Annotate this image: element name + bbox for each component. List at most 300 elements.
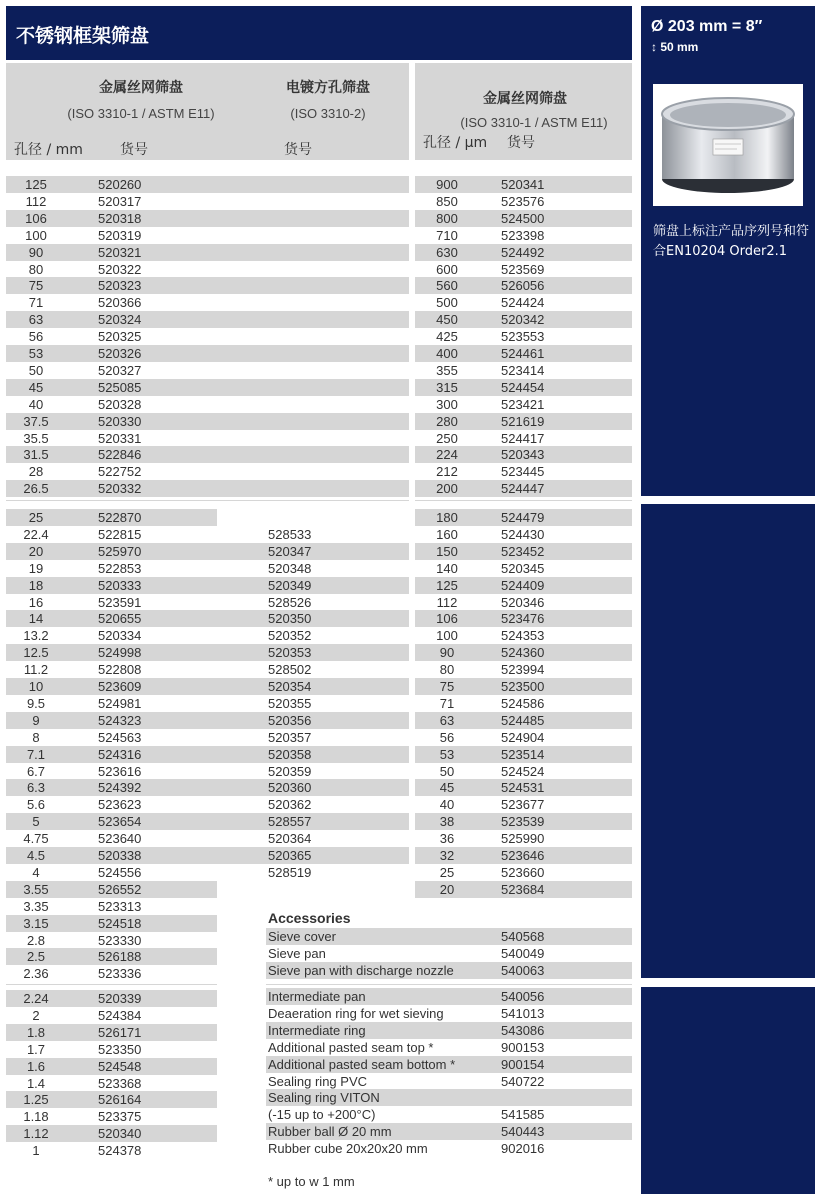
wire-article-number: 520330 [98,413,142,429]
accessory-article-number: 540443 [501,1124,545,1140]
um-article-number: 524417 [501,430,545,446]
accessory-name: Additional pasted seam top * [268,1039,434,1055]
aperture-mm: 37.5 [23,413,49,429]
um-article-number: 523452 [501,543,545,559]
aperture-um: 75 [439,679,455,694]
aperture-um: 355 [436,362,458,378]
wire-sieve-um-heading: 金属丝网筛盘 [483,91,567,107]
plate-article-number: 520352 [268,628,312,644]
um-article-number: 523476 [501,611,545,627]
wire-article-number: 522846 [98,447,142,463]
table-row [415,311,632,328]
wire-article-number: 526552 [98,881,142,897]
wire-article-number: 520327 [98,362,142,378]
um-article-number: 523539 [501,814,545,830]
wire-article-number: 520323 [98,278,142,294]
aperture-um: 315 [436,379,458,395]
table-row [6,1058,217,1075]
aperture-mm: 10 [28,679,44,694]
table-row [415,847,632,864]
aperture-mm: 13.2 [23,628,49,644]
plate-article-number: 520357 [268,729,312,745]
table-row [6,261,409,278]
table-row [6,965,217,982]
aperture-um: 300 [436,396,458,412]
plate-article-number: 520364 [268,831,312,847]
aperture-um: 40 [439,797,455,813]
wire-article-number: 523336 [98,966,142,982]
table-row [6,610,409,627]
um-article-number: 523660 [501,864,545,880]
table-row [415,864,632,881]
aperture-um-column-header: 孔径 / µm [423,135,488,151]
wire-article-number: 523654 [98,814,142,830]
wire-article-number: 526164 [98,1092,142,1108]
table-row [415,712,632,729]
wire-article-number: 522808 [98,662,142,678]
wire-article-number: 523350 [98,1041,142,1057]
wire-sieve-standard: (ISO 3310-1 / ASTM E11) [67,106,215,121]
accessory-article-number: 543086 [501,1022,545,1038]
table-row [415,509,632,526]
wire-article-number: 522870 [98,510,142,525]
aperture-um: 180 [436,510,458,525]
um-article-number: 524524 [501,763,545,779]
plate-article-number: 520356 [268,712,312,728]
table-row [6,830,409,847]
accessory-row [266,1089,632,1106]
plate-article-number: 520354 [268,679,312,694]
wire-article-number: 520332 [98,481,142,497]
aperture-mm: 7.1 [26,746,46,762]
aperture-mm: 63 [28,312,44,328]
accessory-article-number: 540049 [501,945,545,961]
aperture-um: 56 [439,729,455,745]
table-row [415,328,632,345]
table-row [6,543,409,560]
aperture-mm: 11.2 [23,662,49,678]
aperture-mm: 8 [32,729,40,745]
um-article-number: 523398 [501,227,545,243]
wire-article-number: 524518 [98,915,142,931]
wire-article-number: 520331 [98,430,142,446]
wire-article-column-header: 货号 [120,142,148,158]
aperture-um: 100 [436,628,458,644]
wire-sieve-heading: 金属丝网筛盘 [99,80,183,96]
aperture-um: 20 [439,881,455,897]
table-row [6,695,409,712]
aperture-mm: 2.5 [26,949,46,965]
table-row [6,227,409,244]
plate-article-number: 520360 [268,780,312,796]
aperture-mm: 25 [28,510,44,525]
um-article-number: 523414 [501,362,545,378]
aperture-mm: 4.75 [23,831,49,847]
aperture-mm: 2.24 [23,991,49,1006]
wire-article-number: 520333 [98,577,142,593]
aperture-mm: 56 [28,329,44,345]
accessory-row [266,1106,632,1123]
accessory-article-number: 540568 [501,929,545,944]
wire-article-number: 523591 [98,594,142,610]
wire-article-number: 524392 [98,780,142,796]
table-row [6,362,409,379]
wire-article-number: 526188 [98,949,142,965]
table-row [6,864,409,881]
table-row [415,644,632,661]
wire-article-number: 524981 [98,695,142,711]
wire-article-number: 520260 [98,177,142,192]
wire-article-number: 520325 [98,329,142,345]
aperture-mm: 1.4 [26,1075,46,1091]
table-header-um [415,63,632,160]
table-row [6,932,217,949]
aperture-um: 710 [436,227,458,243]
table-row [6,796,409,813]
side-panel-middle [641,504,815,978]
wire-article-number: 520334 [98,628,142,644]
um-article-number: 523569 [501,261,545,277]
table-row [6,1024,217,1041]
aperture-mm: 90 [28,244,44,260]
table-row [415,830,632,847]
table-row [6,1142,217,1159]
aperture-um: 600 [436,261,458,277]
table-row [415,678,632,695]
accessory-name: Sealing ring PVC [268,1073,367,1089]
divider [415,500,632,501]
wire-article-number: 523368 [98,1075,142,1091]
um-article-number: 523994 [501,662,545,678]
aperture-um: 200 [436,481,458,497]
um-article-number: 524430 [501,526,545,542]
aperture-mm: 1 [32,1143,40,1159]
table-row [415,463,632,480]
um-article-number: 524409 [501,577,545,593]
divider [266,984,632,985]
aperture-um: 90 [439,645,455,661]
um-article-number: 524360 [501,645,545,661]
wire-article-number: 523330 [98,932,142,948]
plate-article-number: 520355 [268,695,312,711]
um-article-number: 524500 [501,210,545,226]
table-row [6,779,409,796]
table-row [6,509,217,526]
aperture-um: 112 [436,594,458,610]
aperture-mm: 1.18 [23,1109,49,1125]
aperture-mm: 2 [32,1007,40,1023]
aperture-um: 80 [439,662,455,678]
table-row [415,627,632,644]
accessory-name: Sieve pan [268,945,326,961]
accessory-row [266,1123,632,1140]
aperture-mm: 22.4 [23,526,49,542]
side-panel-top [641,6,815,496]
table-row [6,847,409,864]
accessory-article-number: 540056 [501,989,545,1004]
side-note: 筛盘上标注产品序列号和符合EN10204 Order2.1 [653,224,810,259]
table-row [6,627,409,644]
aperture-mm: 18 [28,577,44,593]
aperture-um: 450 [436,312,458,328]
table-header-mm [6,63,409,160]
aperture-mm: 71 [28,295,44,311]
plate-article-number: 520359 [268,763,312,779]
table-row [6,594,409,611]
accessory-name: Sieve pan with discharge nozzle [268,962,454,978]
accessory-name: Sealing ring VITON [268,1090,380,1106]
table-row [6,210,409,227]
plate-sieve-standard: (ISO 3310-2) [290,106,366,121]
divider [6,500,409,501]
wire-article-number: 520655 [98,611,142,627]
table-row [6,446,409,463]
wire-article-number: 520338 [98,848,142,863]
aperture-mm: 35.5 [23,430,49,446]
table-row [6,244,409,261]
table-row [6,1075,217,1092]
table-row [6,881,217,898]
table-row [6,463,409,480]
table-row [6,396,409,413]
table-row [415,413,632,430]
table-row [415,193,632,210]
table-row [415,345,632,362]
table-row [6,915,217,932]
accessory-row [266,1073,632,1090]
table-row [415,480,632,497]
aperture-um: 280 [436,413,458,429]
table-row [415,746,632,763]
table-row [415,210,632,227]
accessories-heading: Accessories [268,910,351,926]
plate-sieve-heading: 电镀方孔筛盘 [286,80,370,96]
aperture-mm: 3.35 [23,898,49,914]
table-row [415,661,632,678]
wire-article-number: 520366 [98,295,142,311]
table-row [6,898,217,915]
wire-article-number: 523313 [98,898,142,914]
accessory-row [266,962,632,979]
footnote: * up to w 1 mm [268,1174,355,1189]
aperture-mm: 26.5 [23,481,49,497]
aperture-mm: 20 [28,543,44,559]
um-article-number: 523684 [501,881,545,897]
um-article-number: 524424 [501,295,545,311]
wire-article-number: 523609 [98,679,142,694]
aperture-mm: 100 [25,227,47,243]
table-row [6,1125,217,1142]
um-article-number: 523500 [501,679,545,694]
table-row [415,695,632,712]
um-article-number: 524531 [501,780,545,796]
um-article-number: 524586 [501,695,545,711]
um-article-number: 520343 [501,447,545,463]
aperture-mm: 1.12 [23,1126,49,1142]
table-row [6,661,409,678]
table-row [6,813,409,830]
wire-article-number: 526171 [98,1024,142,1040]
aperture-mm: 125 [25,177,47,192]
accessory-row [266,1039,632,1056]
aperture-mm: 1.8 [26,1024,46,1040]
aperture-mm: 3.55 [23,881,49,897]
table-row [415,277,632,294]
wire-article-number: 525970 [98,543,142,559]
title-bar [6,6,632,60]
height-spec: ↕ 50 mm [651,40,699,54]
wire-article-number: 523623 [98,797,142,813]
table-row [6,644,409,661]
table-row [6,480,409,497]
table-row [415,779,632,796]
divider [6,984,217,985]
accessory-name: Deaeration ring for wet sieving [268,1005,444,1021]
aperture-um: 71 [439,695,455,711]
um-article-number: 524454 [501,379,545,395]
wire-article-number: 523640 [98,831,142,847]
plate-article-number: 520350 [268,611,312,627]
table-row [415,813,632,830]
wire-article-number: 524384 [98,1007,142,1023]
um-article-number: 526056 [501,278,545,294]
plate-article-number: 528502 [268,662,312,678]
table-row [415,396,632,413]
table-row [415,526,632,543]
wire-article-number: 520328 [98,396,142,412]
aperture-um: 36 [439,831,455,847]
aperture-um: 63 [439,712,455,728]
aperture-mm: 2.8 [26,932,46,948]
plate-article-number: 528526 [268,594,312,610]
table-row [6,345,409,362]
aperture-um: 425 [436,329,458,345]
table-row [415,244,632,261]
wire-article-number: 520340 [98,1126,142,1142]
plate-article-number: 520349 [268,577,312,593]
table-row [415,729,632,746]
um-article-number: 523646 [501,848,545,863]
aperture-mm: 6.7 [26,763,46,779]
um-article-number: 524904 [501,729,545,745]
accessory-row [266,945,632,962]
accessory-name: Intermediate ring [268,1022,366,1038]
accessory-article-number: 540063 [501,962,545,978]
wire-article-number: 524563 [98,729,142,745]
accessory-row [266,1005,632,1022]
um-article-number: 523677 [501,797,545,813]
table-row [415,261,632,278]
plate-article-number: 520348 [268,560,312,576]
table-row [415,294,632,311]
wire-article-number: 522815 [98,526,142,542]
aperture-mm: 6.3 [26,780,46,796]
wire-article-number: 520322 [98,261,142,277]
um-article-column-header: 货号 [507,135,535,151]
accessory-article-number: 541013 [501,1005,545,1021]
table-row [415,560,632,577]
aperture-mm: 28 [28,464,44,480]
table-row [6,712,409,729]
um-article-number: 524447 [501,481,545,497]
um-article-number: 523553 [501,329,545,345]
table-row [6,560,409,577]
um-article-number: 520342 [501,312,545,328]
wire-article-number: 524378 [98,1143,142,1159]
wire-article-number: 520321 [98,244,142,260]
aperture-mm: 12.5 [23,645,49,661]
accessory-article-number: 900153 [501,1039,545,1055]
aperture-um: 106 [436,611,458,627]
aperture-um: 900 [436,177,458,192]
wire-article-number: 520339 [98,991,142,1006]
um-article-number: 520345 [501,560,545,576]
um-article-number: 524485 [501,712,545,728]
table-row [6,1091,217,1108]
aperture-um: 400 [436,346,458,361]
wire-article-number: 523375 [98,1109,142,1125]
um-article-number: 523421 [501,396,545,412]
aperture-mm: 1.7 [26,1041,46,1057]
table-row [415,763,632,780]
table-row [6,763,409,780]
wire-article-number: 520326 [98,346,142,361]
table-row [415,430,632,447]
um-article-number: 523576 [501,193,545,209]
table-row [415,446,632,463]
table-row [6,294,409,311]
table-row [6,176,409,193]
wire-article-number: 524556 [98,864,142,880]
wire-article-number: 524998 [98,645,142,661]
sieve-image [653,84,803,206]
aperture-mm: 3.15 [23,915,49,931]
table-row [415,610,632,627]
aperture-mm: 14 [28,611,44,627]
um-article-number: 523445 [501,464,545,480]
plate-article-number: 520353 [268,645,312,661]
aperture-mm: 2.36 [23,966,49,982]
aperture-mm: 50 [28,362,44,378]
table-row [6,577,409,594]
table-row [415,362,632,379]
wire-article-number: 522752 [98,464,142,480]
um-article-number: 524461 [501,346,545,361]
plate-article-number: 528533 [268,526,312,542]
plate-article-column-header: 货号 [284,142,312,158]
diameter-spec: Ø 203 mm = 8″ [651,18,763,35]
aperture-mm: 4.5 [26,848,46,863]
aperture-mm: 9.5 [26,695,46,711]
um-article-number: 520341 [501,177,545,192]
table-row [6,1041,217,1058]
accessory-name: Rubber cube 20x20x20 mm [268,1141,428,1157]
aperture-um: 150 [436,543,458,559]
aperture-mm: 112 [25,193,47,209]
plate-article-number: 528519 [268,864,312,880]
wire-article-number: 523616 [98,763,142,779]
aperture-um: 630 [436,244,458,260]
um-article-number: 523514 [501,746,545,762]
aperture-um: 500 [436,295,458,311]
table-row [6,430,409,447]
aperture-um: 140 [436,560,458,576]
aperture-mm: 5.6 [26,797,46,813]
table-row [415,577,632,594]
aperture-mm-column-header: 孔径 / mm [14,142,83,158]
table-row [6,746,409,763]
aperture-um: 800 [436,210,458,226]
